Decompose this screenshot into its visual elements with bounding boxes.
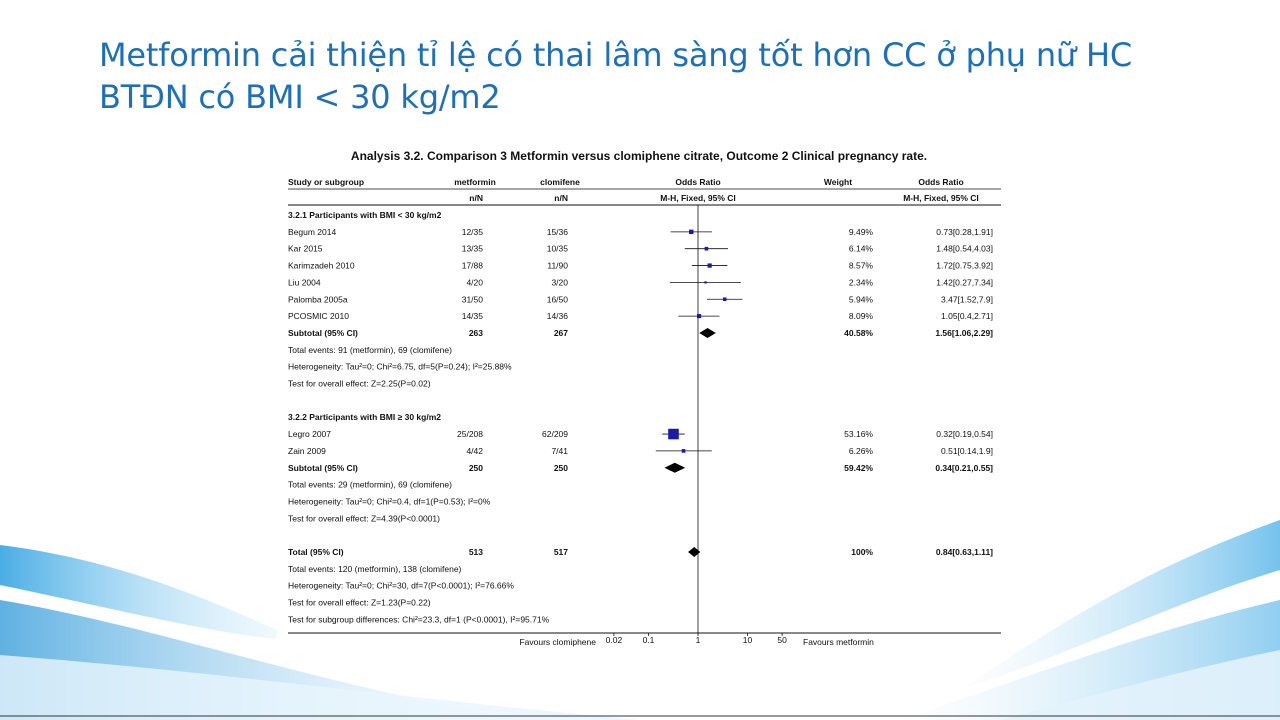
favours-left: Favours clomiphene bbox=[519, 637, 596, 647]
statistics-note: Test for subgroup differences: Chi²=23.3, df=1 (P<0.0001), I²=95.71% bbox=[288, 614, 550, 625]
header-study: Study or subgroup bbox=[288, 177, 365, 187]
subtotal-label: Subtotal (95% CI) bbox=[288, 462, 358, 473]
study-label: Karimzadeh 2010 bbox=[288, 260, 355, 271]
study-weight-marker bbox=[705, 247, 709, 251]
subtotal-diamond bbox=[699, 328, 716, 338]
study-metformin-value: 31/50 bbox=[461, 294, 483, 305]
statistics-note: Heterogeneity: Tau²=0; Chi²=0.4, df=1(P=0.53); I²=0% bbox=[288, 496, 491, 507]
study-weight: 8.09% bbox=[848, 311, 873, 322]
header-metformin: metformin bbox=[454, 177, 496, 187]
study-clomifene-value: 10/35 bbox=[546, 243, 568, 254]
study-weight: 6.26% bbox=[848, 445, 873, 456]
subgroup-heading: 3.2.2 Participants with BMI ≥ 30 kg/m2 bbox=[288, 412, 441, 423]
study-ci-text: 1.42[0.27,7.34] bbox=[936, 277, 993, 288]
x-tick-label: 0.1 bbox=[642, 635, 655, 645]
total-clomifene-value: 517 bbox=[553, 547, 568, 557]
study-clomifene-value: 62/209 bbox=[542, 429, 568, 440]
subtotal-label: Subtotal (95% CI) bbox=[288, 327, 358, 338]
study-clomifene-value: 14/36 bbox=[546, 311, 568, 322]
analysis-title: Analysis 3.2. Comparison 3 Metformin versus clomiphene citrate, Outcome 2 Clinical pregnancy rate. bbox=[350, 149, 928, 163]
total-ci-text: 0.84[0.63,1.11] bbox=[935, 547, 993, 557]
study-weight: 2.34% bbox=[848, 277, 873, 288]
study-ci-text: 1.48[0.54,4.03] bbox=[936, 243, 993, 254]
header-clomifene-sub: n/N bbox=[554, 193, 568, 203]
study-weight-marker bbox=[689, 230, 693, 234]
header-metformin-sub: n/N bbox=[469, 193, 483, 203]
study-metformin-value: 25/208 bbox=[457, 429, 483, 440]
study-metformin-value: 14/35 bbox=[461, 311, 483, 322]
study-label: Legro 2007 bbox=[288, 429, 332, 440]
forest-rows bbox=[288, 210, 993, 624]
study-ci-text: 0.73[0.28,1.91] bbox=[936, 226, 993, 237]
subtotal-clomifene-value: 267 bbox=[553, 327, 568, 338]
subtotal-weight: 59.42% bbox=[844, 462, 873, 473]
study-weight-marker bbox=[668, 429, 679, 440]
study-weight: 6.14% bbox=[848, 243, 873, 254]
study-metformin-value: 4/42 bbox=[466, 445, 483, 456]
study-weight: 5.94% bbox=[848, 294, 873, 305]
study-weight-marker bbox=[697, 314, 701, 318]
forest-marks bbox=[656, 205, 743, 633]
statistics-note: Test for overall effect: Z=2.25(P=0.02) bbox=[288, 378, 431, 389]
subtotal-ci-text: 1.56[1.06,2.29] bbox=[935, 327, 993, 338]
subtotal-weight: 40.58% bbox=[844, 327, 873, 338]
total-weight: 100% bbox=[851, 547, 873, 557]
subtotal-metformin-value: 250 bbox=[468, 462, 483, 473]
x-tick-label: 1 bbox=[695, 635, 701, 645]
study-label: PCOSMIC 2010 bbox=[288, 311, 349, 322]
x-tick-label: 50 bbox=[777, 635, 787, 645]
study-label: Palomba 2005a bbox=[288, 294, 348, 305]
total-diamond bbox=[688, 547, 700, 557]
study-ci-text: 0.32[0.19,0.54] bbox=[936, 429, 993, 440]
subtotal-metformin-value: 263 bbox=[468, 327, 483, 338]
study-weight-marker bbox=[723, 297, 727, 301]
x-axis bbox=[606, 633, 787, 645]
header-weight: Weight bbox=[823, 177, 853, 187]
study-label: Kar 2015 bbox=[288, 243, 323, 254]
study-label: Begum 2014 bbox=[288, 226, 337, 237]
subtotal-clomifene-value: 250 bbox=[553, 462, 568, 473]
study-weight: 8.57% bbox=[848, 260, 873, 271]
study-metformin-value: 12/35 bbox=[461, 226, 483, 237]
forest-plot-panel bbox=[277, 146, 1006, 649]
forest-plot bbox=[277, 146, 1006, 649]
statistics-note: Total events: 91 (metformin), 69 (clomifene) bbox=[288, 344, 452, 355]
study-clomifene-value: 16/50 bbox=[546, 294, 568, 305]
study-ci-text: 0.51[0.14,1.9] bbox=[941, 445, 993, 456]
statistics-note: Heterogeneity: Tau²=0; Chi²=6.75, df=5(P=0.24); I²=25.88% bbox=[288, 361, 512, 372]
study-clomifene-value: 7/41 bbox=[551, 445, 568, 456]
header-odds-ratio-plot: Odds Ratio bbox=[675, 177, 721, 187]
study-metformin-value: 13/35 bbox=[461, 243, 483, 254]
study-weight-marker bbox=[708, 263, 712, 267]
statistics-note: Total events: 120 (metformin), 138 (clomifene) bbox=[288, 563, 462, 574]
study-ci-text: 1.72[0.75,3.92] bbox=[936, 260, 993, 271]
x-tick-label: 0.02 bbox=[605, 635, 623, 645]
study-weight-marker bbox=[704, 281, 706, 283]
study-label: Zain 2009 bbox=[288, 445, 326, 456]
statistics-note: Test for overall effect: Z=1.23(P=0.22) bbox=[288, 597, 431, 608]
study-metformin-value: 17/88 bbox=[461, 260, 483, 271]
study-label: Liu 2004 bbox=[288, 277, 321, 288]
statistics-note: Test for overall effect: Z=4.39(P<0.0001) bbox=[288, 513, 440, 524]
header-clomifene: clomifene bbox=[540, 177, 580, 187]
total-label: Total (95% CI) bbox=[288, 547, 344, 557]
study-weight-marker bbox=[682, 449, 686, 453]
total-metformin-value: 513 bbox=[468, 547, 483, 557]
slide-title: Metformin cải thiện tỉ lệ có thai lâm sàng tốt hơn CC ở phụ nữ HC BTĐN có BMI < 30 kg/m2 bbox=[99, 36, 1132, 116]
subtotal-ci-text: 0.34[0.21,0.55] bbox=[935, 462, 993, 473]
favours-right: Favours metformin bbox=[803, 637, 874, 647]
study-weight: 53.16% bbox=[844, 429, 873, 440]
study-ci-text: 1.05[0.4,2.71] bbox=[941, 311, 993, 322]
study-ci-text: 3.47[1.52,7.9] bbox=[941, 294, 993, 305]
study-clomifene-value: 3/20 bbox=[551, 277, 568, 288]
statistics-note: Total events: 29 (metformin), 69 (clomifene) bbox=[288, 479, 452, 490]
header-odds-ratio-text-sub: M-H, Fixed, 95% CI bbox=[903, 193, 979, 203]
study-clomifene-value: 11/90 bbox=[547, 260, 568, 271]
study-weight: 9.49% bbox=[848, 226, 873, 237]
subtotal-diamond bbox=[664, 463, 685, 473]
header-odds-ratio-plot-sub: M-H, Fixed, 95% CI bbox=[660, 193, 736, 203]
statistics-note: Heterogeneity: Tau²=0; Chi²=30, df=7(P<0.0001); I²=76.66% bbox=[288, 580, 514, 591]
x-tick-label: 10 bbox=[742, 635, 753, 645]
study-metformin-value: 4/20 bbox=[466, 277, 483, 288]
header-odds-ratio-text: Odds Ratio bbox=[918, 177, 964, 187]
subgroup-heading: 3.2.1 Participants with BMI < 30 kg/m2 bbox=[288, 210, 442, 220]
study-clomifene-value: 15/36 bbox=[546, 226, 568, 237]
